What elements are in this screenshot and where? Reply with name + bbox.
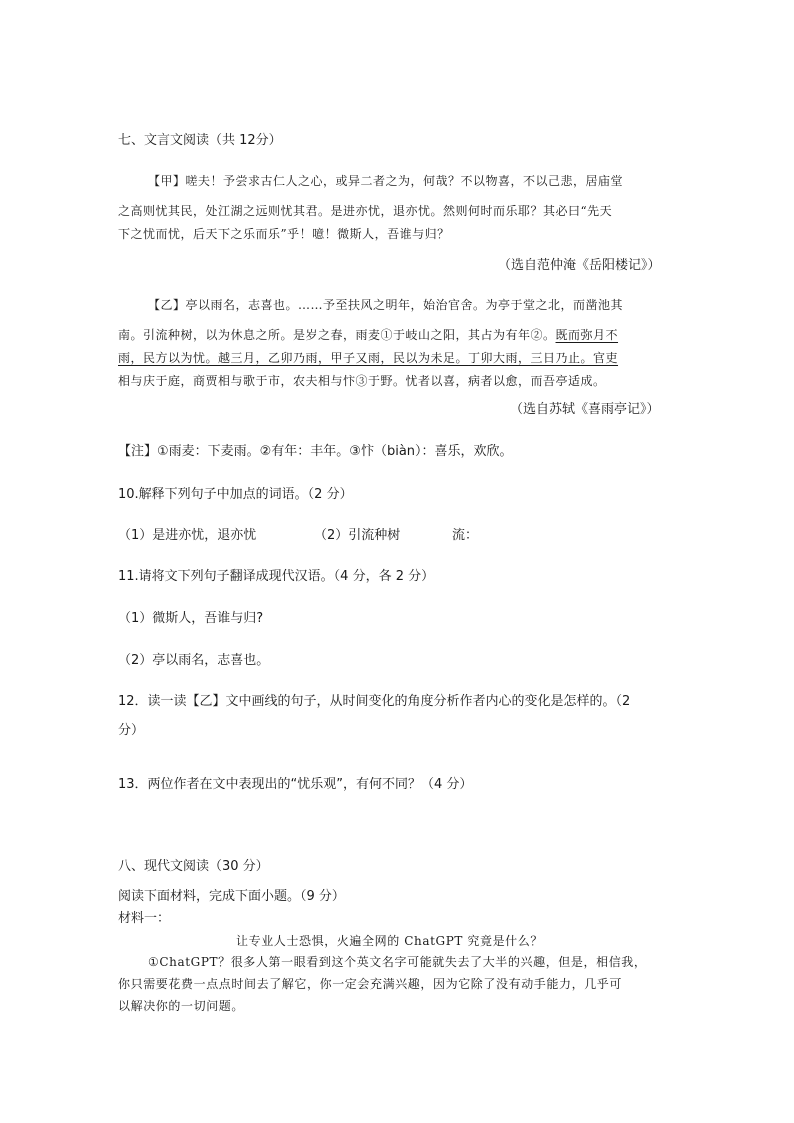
- passage-yi-line: 【乙】亭以雨名，志喜也。……予至扶风之明年，始治官舍。为亭于堂之北，而凿池其: [148, 298, 624, 312]
- article-paragraph-line: 你只需要花费一点点时间去了解它，你一定会充满兴趣，因为它除了没有动手能力，几乎可: [118, 977, 623, 991]
- passage-yi-line: 相与庆于庭，商贾相与歌于市，农夫相与忭③于野。忧者以喜，病者以愈，而吾亭适成。: [118, 374, 606, 388]
- annotation-note: 【注】①雨麦：下麦雨。②有年：丰年。③忭（biàn）：喜乐，欢欣。: [118, 444, 513, 459]
- question-11-item-1: （1）微斯人，吾谁与归?: [118, 611, 264, 626]
- underlined-sentence: 既而弥月不: [555, 328, 619, 342]
- question-10-item-1: （1）是进亦忧，退亦忧: [118, 528, 257, 543]
- underlined-sentence: 雨，民方以为忧。越三月，乙卯乃雨，甲子又雨，民以为未足。: [118, 351, 469, 365]
- article-title: 让专业人士恐惧，火遍全网的 ChatGPT 究竟是什么？: [236, 934, 543, 948]
- question-12-line: 分）: [118, 723, 145, 738]
- question-11-stem: 11.请将文下列句子翻译成现代汉语。（4 分，各 2 分）: [118, 569, 435, 584]
- passage-yi-line: [118, 349, 618, 367]
- underlined-sentence: 丁卯大雨，三日乃止。官吏: [468, 351, 619, 365]
- section-8-intro: 阅读下面材料，完成下面小题。（9 分）: [118, 889, 345, 904]
- question-12-line: 12．读一读【乙】文中画线的句子，从时间变化的角度分析作者内心的变化是怎样的。（2: [118, 694, 631, 709]
- passage-jia-line: 之高则忧其民，处江湖之远则忧其君。是进亦忧，退亦忧。然则何时而乐耶？其必曰“先天: [118, 204, 613, 218]
- article-paragraph-line: ①ChatGPT？很多人第一眼看到这个英文名字可能就失去了大半的兴趣，但是，相信我，: [148, 955, 647, 969]
- section-8-heading: 八、现代文阅读（30 分）: [118, 859, 269, 874]
- passage-yi-source: （选自苏轼《喜雨亭记》）: [510, 402, 660, 417]
- passage-jia-line: 下之忧而忧，后天下之乐而乐”乎！噫！微斯人，吾谁与归？: [118, 227, 450, 241]
- question-10-stem: 10.解释下列句子中加点的词语。（2 分）: [118, 487, 353, 502]
- question-10-item-2: （2）引流种树: [314, 528, 401, 543]
- passage-jia-source: （选自范仲淹《岳阳楼记》）: [498, 258, 661, 273]
- passage-yi-line: [118, 326, 618, 344]
- material-label: 材料一：: [118, 911, 171, 926]
- passage-yi-text: 南。引流种树，以为休息之所。是岁之春，雨麦①于岐山之阳，其占为有年②。: [118, 328, 556, 342]
- question-10-item-2-word: 流：: [452, 528, 479, 543]
- article-paragraph-line: 以解决你的一切问题。: [118, 999, 245, 1013]
- question-11-item-2: （2）亭以雨名，志喜也。: [118, 653, 270, 668]
- section-7-heading: 七、文言文阅读（共 12分）: [118, 133, 282, 148]
- question-13-stem: 13．两位作者在文中表现出的“忧乐观”，有何不同？（4 分）: [118, 777, 473, 792]
- passage-jia-line: 【甲】嗟夫！予尝求古仁人之心，或异二者之为，何哉？不以物喜，不以己悲，居庙堂: [148, 174, 624, 188]
